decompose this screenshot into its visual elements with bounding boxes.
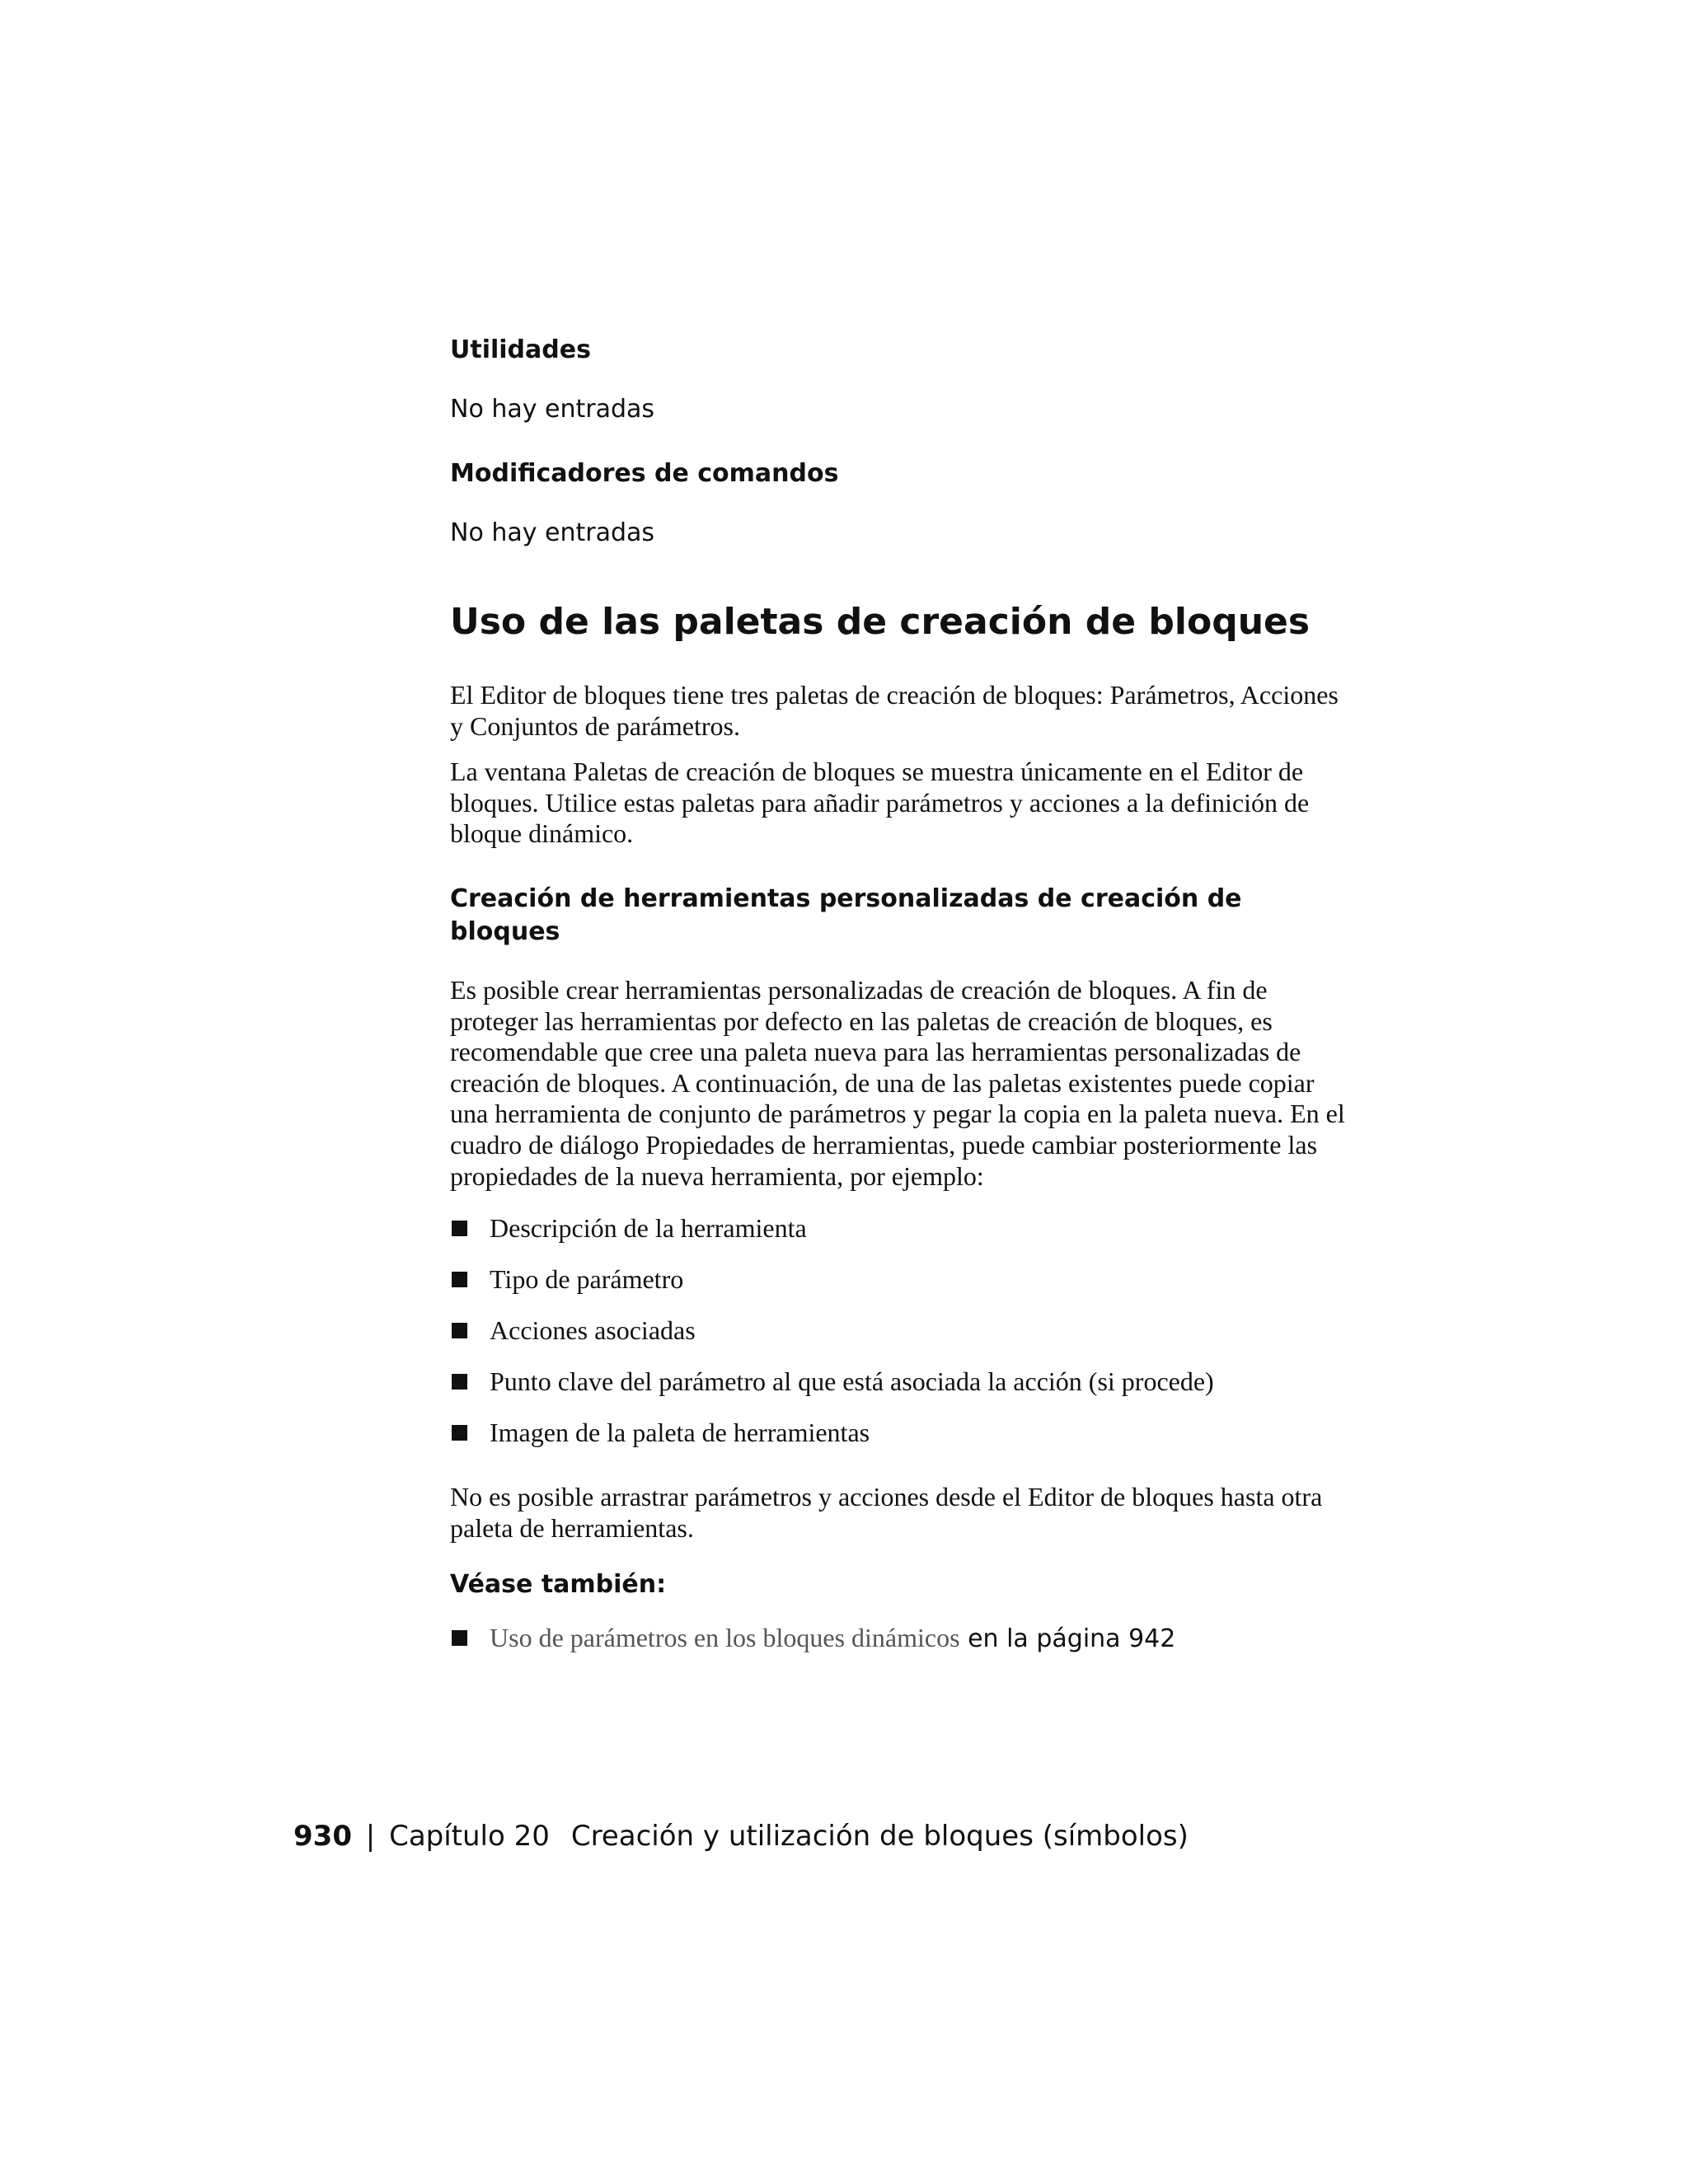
square-bullet-icon: [452, 1221, 467, 1236]
list-item: [450, 1416, 1357, 1449]
heading-modificadores: Modificadores de comandos: [450, 459, 839, 488]
intro-paragraph-2: La ventana Paletas de creación de bloques se muestra únicamente en el Editor de bloques. Utilice estas paletas para añadir parámetros y acciones a la definición de bloque dinámico.: [450, 757, 1310, 849]
page-number: 930: [293, 1820, 352, 1853]
page-content: [450, 334, 1357, 1672]
list-item: [450, 1365, 1357, 1398]
heading-utilidades: Utilidades: [450, 335, 591, 364]
square-bullet-icon: [452, 1374, 467, 1390]
list-item-text: Punto clave del parámetro al que está asociada la acción (si procede): [490, 1366, 1214, 1397]
list-item-text: Imagen de la paleta de herramientas: [490, 1418, 870, 1448]
footer-separator: |: [365, 1820, 376, 1853]
square-bullet-icon: [452, 1323, 467, 1338]
square-bullet-icon: [452, 1630, 467, 1646]
chapter-title: Creación y utilización de bloques (símbolos): [570, 1820, 1189, 1853]
see-also-heading: Véase también:: [450, 1570, 667, 1600]
chapter-label: Capítulo 20: [389, 1820, 550, 1853]
subsection-paragraph: Es posible crear herramientas personalizadas de creación de bloques. A fin de proteger las herramientas por defecto en las paletas de creación de bloques, es recomendable que cree una paleta nueva para las herramientas personalizadas de creación de bloques. A continuación, de una de las paletas existentes puede copiar una herramienta de conjunto de parámetros y pegar la copia en la paleta nueva. En el cuadro de diálogo Propiedades de herramientas, puede cambiar posteriormente las propiedades de la nueva herramienta, por ejemplo:: [450, 974, 1345, 1191]
page-footer: [293, 1818, 1189, 1854]
square-bullet-icon: [452, 1272, 467, 1287]
text-utilidades: No hay entradas: [450, 395, 655, 424]
square-bullet-icon: [452, 1425, 467, 1441]
see-also-page-ref: en la página 942: [959, 1624, 1176, 1654]
main-heading: Uso de las paletas de creación de bloques: [450, 601, 1311, 643]
list-item-text: Descripción de la herramienta: [490, 1213, 807, 1244]
subsection-heading: Creación de herramientas personalizadas de creación de bloques: [450, 883, 1242, 946]
list-item-text: Tipo de parámetro: [490, 1264, 684, 1295]
list-item: [450, 1263, 1357, 1296]
see-also-link[interactable]: Uso de parámetros en los bloques dinámicos: [490, 1623, 960, 1653]
list-item: [450, 1212, 1357, 1244]
text-modificadores: No hay entradas: [450, 518, 655, 547]
list-item: [450, 1314, 1357, 1347]
intro-paragraph-1: El Editor de bloques tiene tres paletas de creación de bloques: Parámetros, Acciones y Conjuntos de parámetros.: [450, 680, 1339, 741]
list-item-text: Acciones asociadas: [490, 1315, 696, 1346]
feature-list: [450, 1212, 1357, 1449]
see-also-list: [450, 1621, 1357, 1654]
see-also-item: [450, 1621, 1357, 1654]
closing-paragraph: No es posible arrastrar parámetros y acciones desde el Editor de bloques hasta otra paleta de herramientas.: [450, 1482, 1323, 1543]
